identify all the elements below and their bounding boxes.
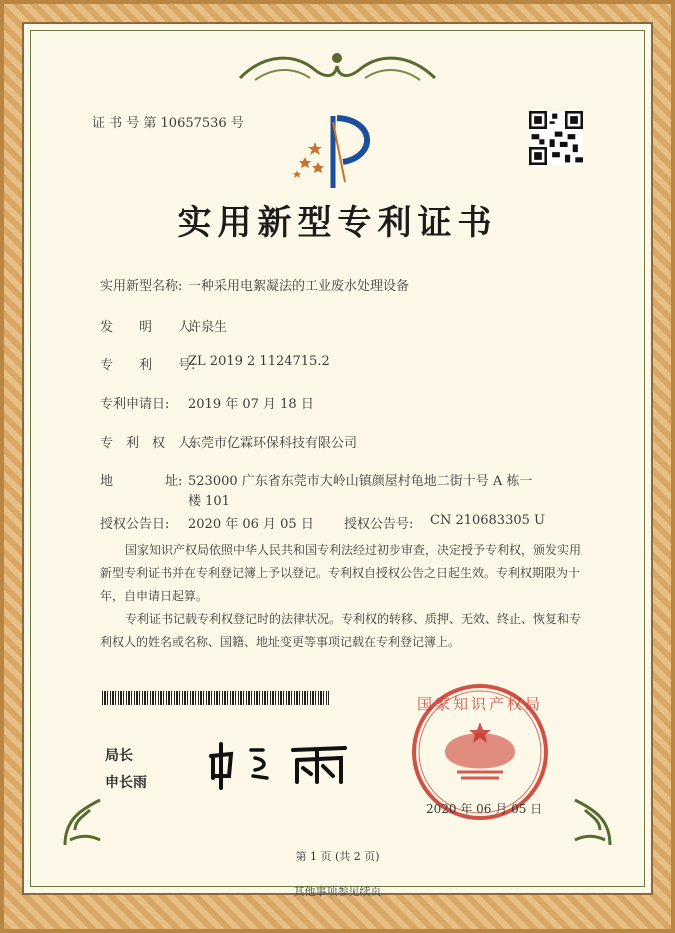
grant-number-value: CN 210683305 U <box>430 513 545 528</box>
body-para1-line3: 年，自申请日起算。 <box>100 589 209 603</box>
patentee-value: 东莞市亿霖环保科技有限公司 <box>188 436 358 451</box>
inventor-value: 许泉生 <box>188 320 228 335</box>
utility-model-name-value: 一种采用电絮凝法的工业废水处理设备 <box>188 279 410 294</box>
corner-ornament-icon <box>60 790 110 850</box>
seal-date: 2020 年 06 月 05 日 <box>426 802 543 816</box>
top-ornament-icon <box>235 48 440 84</box>
application-date-label: 专利申请日: <box>100 397 170 412</box>
address-line-1: 523000 广东省东莞市大岭山镇颜屋村龟地二街十号 A 栋一 <box>188 474 533 489</box>
inventor-label: 发 明 人: <box>100 320 196 335</box>
grant-date-value: 2020 年 06 月 05 日 <box>188 517 314 532</box>
director-title: 局长 <box>105 748 133 764</box>
grant-number-label: 授权公告号: <box>344 517 414 532</box>
certificate-title: 实用新型专利证书 <box>177 203 498 243</box>
director-name: 申长雨 <box>105 775 147 791</box>
certificate-number: 证 书 号 第 10657536 号 <box>92 116 244 131</box>
utility-model-name-label: 实用新型名称: <box>100 279 183 294</box>
patentee-label: 专 利 权 人: <box>100 436 196 451</box>
barcode <box>102 691 329 705</box>
patent-number-value: ZL 2019 2 1124715.2 <box>188 354 330 369</box>
footer-note: 其他事项参见续页 <box>293 885 382 898</box>
cnipa-logo-icon <box>285 112 385 190</box>
corner-ornament-icon <box>565 790 615 850</box>
seal-text: 国家知识产权局 <box>416 695 543 713</box>
qr-code-icon <box>529 111 583 165</box>
address-line-2: 楼 101 <box>188 494 230 509</box>
body-para2-line1: 专利证书记载专利权登记时的法律状况。专利权的转移、质押、无效、终止、恢复和专 <box>125 612 582 626</box>
grant-date-label: 授权公告日: <box>100 517 170 532</box>
body-para2-line2: 利权人的姓名或名称、国籍、地址变更等事项记载在专利登记簿上。 <box>100 635 461 649</box>
body-para1-line1: 国家知识产权局依照中华人民共和国专利法经过初步审查，决定授予专利权，颁发实用 <box>125 543 582 557</box>
patent-number-label: 专 利 号: <box>100 358 196 373</box>
page-number: 第 1 页 (共 2 页) <box>295 850 380 863</box>
body-para1-line2: 新型专利证书并在专利登记簿上予以登记。专利权自授权公告之日起生效。专利权期限为十 <box>100 566 581 580</box>
address-label: 地 址: <box>100 474 183 489</box>
handwritten-signature-icon <box>205 738 355 793</box>
application-date-value: 2019 年 07 月 18 日 <box>188 397 314 412</box>
